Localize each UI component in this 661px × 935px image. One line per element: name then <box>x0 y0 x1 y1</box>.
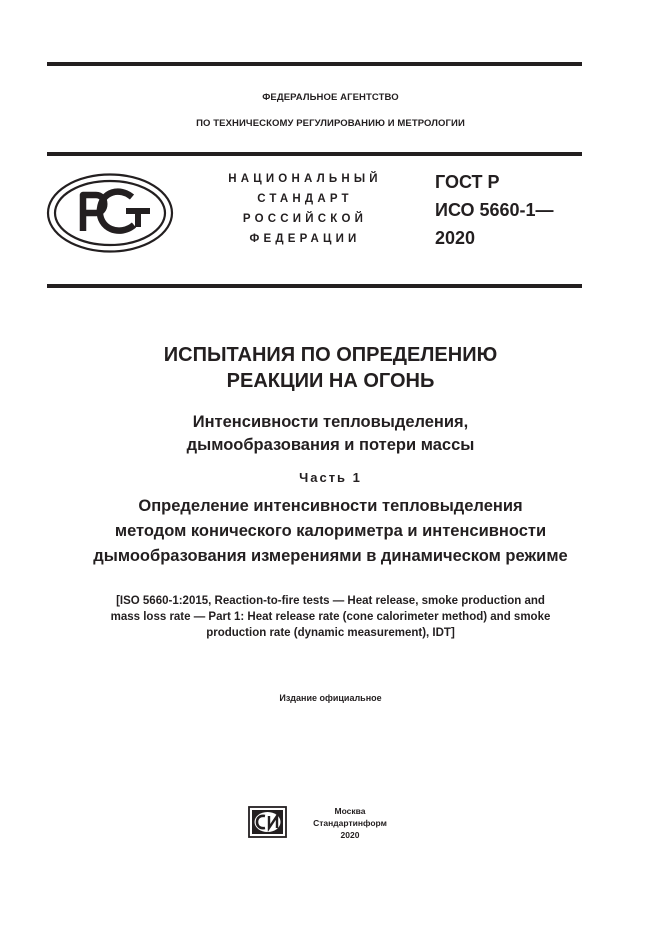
top-rule <box>47 62 582 66</box>
iso-reference-line-2: mass loss rate — Part 1: Heat release rate (cone calorimeter method) and smoke <box>110 611 551 623</box>
standartinform-logo-icon <box>248 806 287 838</box>
designation-line-2: ИСО 5660-1— <box>435 200 554 220</box>
part-title-line-1: Определение интенсивности тепловыделения <box>138 497 523 515</box>
agency-line-2: ПО ТЕХНИЧЕСКОМУ РЕГУЛИРОВАНИЮ И МЕТРОЛОГИИ <box>196 118 465 129</box>
header-rule-lower <box>47 284 582 288</box>
main-title-line-2: РЕАКЦИИ НА ОГОНЬ <box>226 370 435 392</box>
subtitle-line-1: Интенсивности тепловыделения, <box>192 413 469 431</box>
agency-line-1: ФЕДЕРАЛЬНОЕ АГЕНТСТВО <box>262 92 399 103</box>
publisher-name: Стандартинформ <box>313 818 387 828</box>
national-standard-line-1: НАЦИОНАЛЬНЫЙ <box>228 173 382 185</box>
part-title-line-3: дымообразования измерениями в динамическом режиме <box>93 547 568 565</box>
subtitle-line-2: дымообразования и потери массы <box>186 436 475 454</box>
publisher-year: 2020 <box>340 830 360 840</box>
gost-r-logo-icon <box>46 173 174 253</box>
iso-reference-line-1: [ISO 5660-1:2015, Reaction-to-fire tests — Heat release, smoke production and <box>116 595 545 607</box>
header-rule-upper <box>47 152 582 156</box>
part-number: Часть 1 <box>299 470 362 485</box>
main-title-line-1: ИСПЫТАНИЯ ПО ОПРЕДЕЛЕНИЮ <box>163 344 498 366</box>
national-standard-line-2: СТАНДАРТ <box>257 193 353 205</box>
edition-label: Издание официальное <box>279 693 382 703</box>
designation-line-1: ГОСТ Р <box>435 172 500 192</box>
designation-line-3: 2020 <box>435 228 476 248</box>
national-standard-line-3: РОССИЙСКОЙ <box>242 213 368 225</box>
part-title-line-2: методом конического калориметра и интенсивности <box>114 522 547 540</box>
iso-reference-line-3: production rate (dynamic measurement), IDT] <box>206 627 455 639</box>
publisher-city: Москва <box>334 806 366 816</box>
national-standard-line-4: ФЕДЕРАЦИИ <box>249 233 361 245</box>
